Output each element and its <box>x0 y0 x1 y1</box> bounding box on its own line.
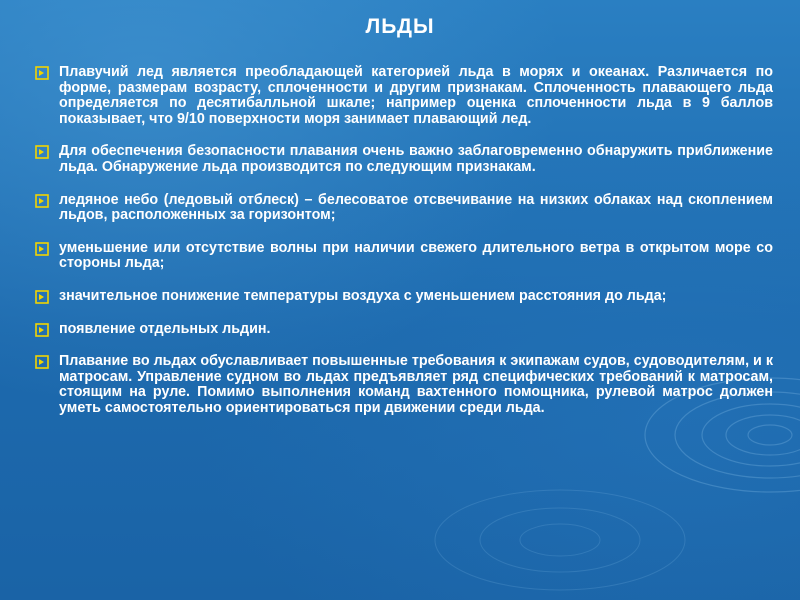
arrow-square-icon <box>35 290 49 304</box>
bullet-text: значительное понижение температуры воздуха с уменьшением расстояния до льда; <box>59 287 667 304</box>
bullet-list <box>35 65 773 434</box>
arrow-square-icon <box>35 194 49 208</box>
bullet-text: Плавучий лед является преобладающей категорией льда в морях и океанах. Различается по форме, размерам возрасту, сплоченности и другим признакам. Сплоченность плавающего льда определяется по десятибалльной шкале; например оценка сплоченности льда в 9 баллов показывает, что 9/10 поверхности моря занимает плавающий лед. <box>59 64 773 127</box>
slide-title: ЛЬДЫ <box>365 15 435 38</box>
arrow-square-icon <box>35 323 49 337</box>
arrow-square-icon <box>35 145 49 159</box>
bullet-item <box>35 241 773 272</box>
bullet-item <box>35 322 773 338</box>
bullet-item <box>35 144 773 175</box>
bullet-item <box>35 193 773 224</box>
bullet-text: появление отдельных льдин. <box>59 320 271 337</box>
bullet-item <box>35 354 773 416</box>
bullet-item <box>35 65 773 127</box>
bullet-text: Плавание во льдах обуславливает повышенные требования к экипажам судов, судоводителям, и к матросам. Управление судном во льдах предъявляет ряд специфических требований к матросам, стоящим на руле. Помимо выполнения команд вахтенного помощника, рулевой матрос должен уметь самостоятельно ориентироваться при движении среди льда. <box>59 353 773 416</box>
arrow-square-icon <box>35 242 49 256</box>
arrow-square-icon <box>35 66 49 80</box>
bullet-text: Для обеспечения безопасности плавания очень важно заблаговременно обнаружить приближение льда. Обнаружение льда производится по следующим признакам. <box>59 143 773 175</box>
arrow-square-icon <box>35 355 49 369</box>
bullet-text: уменьшение или отсутствие волны при наличии свежего длительного ветра в открытом море со стороны льда; <box>59 239 773 272</box>
bullet-text: ледяное небо (ледовый отблеск) – белесоватое отсвечивание на низких облаках над скоплением льдов, расположенных за горизонтом; <box>59 191 773 224</box>
bullet-item <box>35 289 773 305</box>
